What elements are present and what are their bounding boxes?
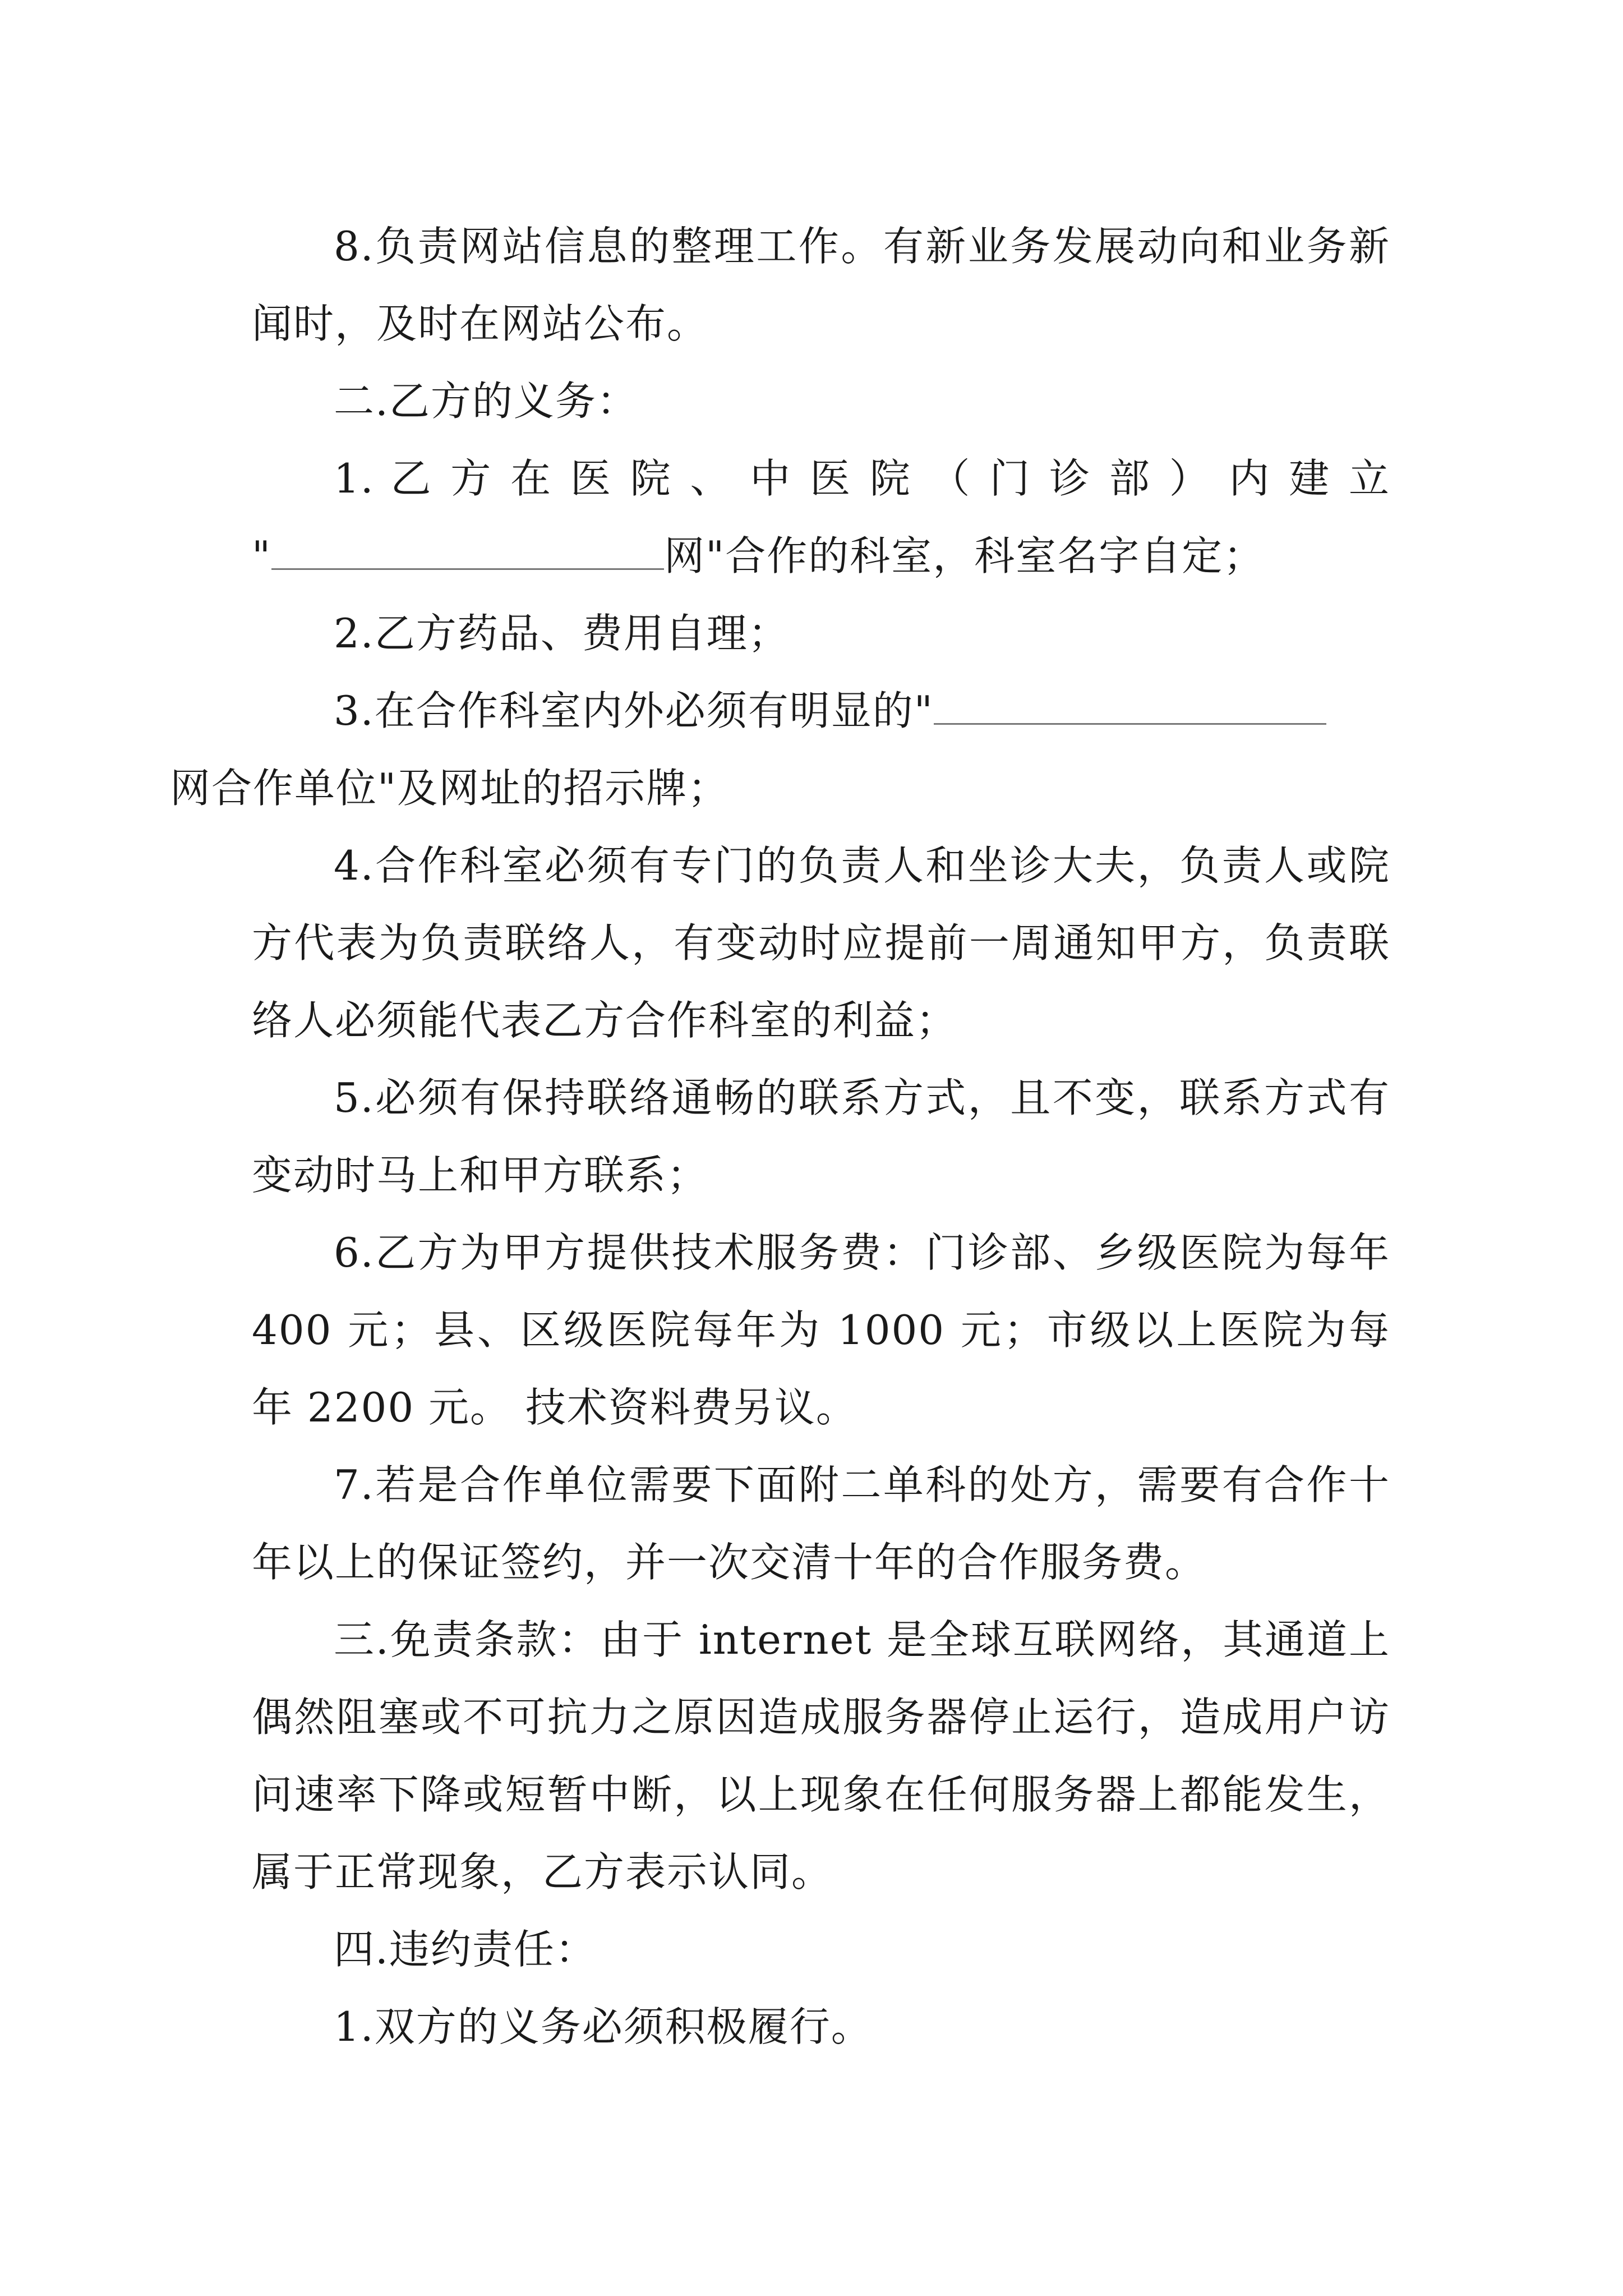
paragraph-text: 6.乙方为甲方提供技术服务费：门诊部、乡级医院为每年 400 元；县、区级医院每年为 1000 元；市级以上医院为每年 2200 元。 技术资料费另议。	[252, 1229, 1390, 1431]
paragraph-text: 4.合作科室必须有专门的负责人和坐诊大夫，负责人或院方代表为负责联络人，有变动时应提前一周通知甲方，负责联络人必须能代表乙方合作科室的利益；	[252, 842, 1390, 1044]
fill-in-blank-line[interactable]	[271, 533, 664, 570]
paragraph-item-b3	[170, 672, 1390, 827]
paragraph-text: 3.在合作科室内外必须有明显的"	[334, 687, 934, 734]
paragraph-item-b4	[252, 827, 1390, 1059]
paragraph-text: 2.乙方药品、费用自理；	[334, 610, 790, 657]
section-heading-3	[252, 1601, 1390, 1911]
paragraph-text: 8.负责网站信息的整理工作。有新业务发展动向和业务新闻时，及时在网站公布。	[252, 223, 1390, 347]
paragraph-text: 7.若是合作单位需要下面附二单科的处方，需要有合作十年以上的保证签约，并一次交清十年的合作服务费。	[252, 1461, 1390, 1586]
paragraph-text: 网合作单位"及网址的招示牌；	[170, 765, 730, 812]
fill-in-blank-line[interactable]	[934, 688, 1326, 725]
paragraph-item-c1	[252, 1988, 1390, 2065]
paragraph-text: 5.必须有保持联络通畅的联系方式，且不变，联系方式有变动时马上和甲方联系；	[252, 1074, 1390, 1199]
heading-text: 四.违约责任：	[334, 1926, 597, 1973]
paragraph-text: 1.双方的义务必须积极履行。	[334, 2003, 873, 2050]
paragraph-item-b6	[252, 1214, 1390, 1446]
paragraph-item-8	[252, 208, 1390, 362]
paragraph-item-b2	[252, 595, 1390, 672]
paragraph-item-b1-line2	[252, 517, 1390, 595]
paragraph-text: 网"合作的科室，科室名字自定；	[664, 532, 1265, 579]
paragraph-item-b1-line1	[252, 440, 1390, 517]
paragraph-item-b7	[252, 1446, 1390, 1601]
section-heading-4	[252, 1911, 1390, 1988]
document-body	[170, 208, 1390, 2065]
paragraph-text: "	[252, 532, 272, 579]
paragraph-item-b5	[252, 1059, 1390, 1214]
heading-text: 二.乙方的义务：	[334, 378, 638, 425]
paragraph-text: 三.免责条款：由于 internet 是全球互联网络，其通道上偶然阻塞或不可抗力之原因造成服务器停止运行，造成用户访问速率下降或短暂中断，以上现象在任何服务器上都能发生，属于正常现象，乙方表示认同。	[252, 1616, 1390, 1895]
paragraph-text: 1. 乙 方 在 医 院 、 中 医 院 （ 门 诊 部 ） 内 建 立	[334, 455, 1390, 502]
section-heading-2	[252, 362, 1390, 440]
